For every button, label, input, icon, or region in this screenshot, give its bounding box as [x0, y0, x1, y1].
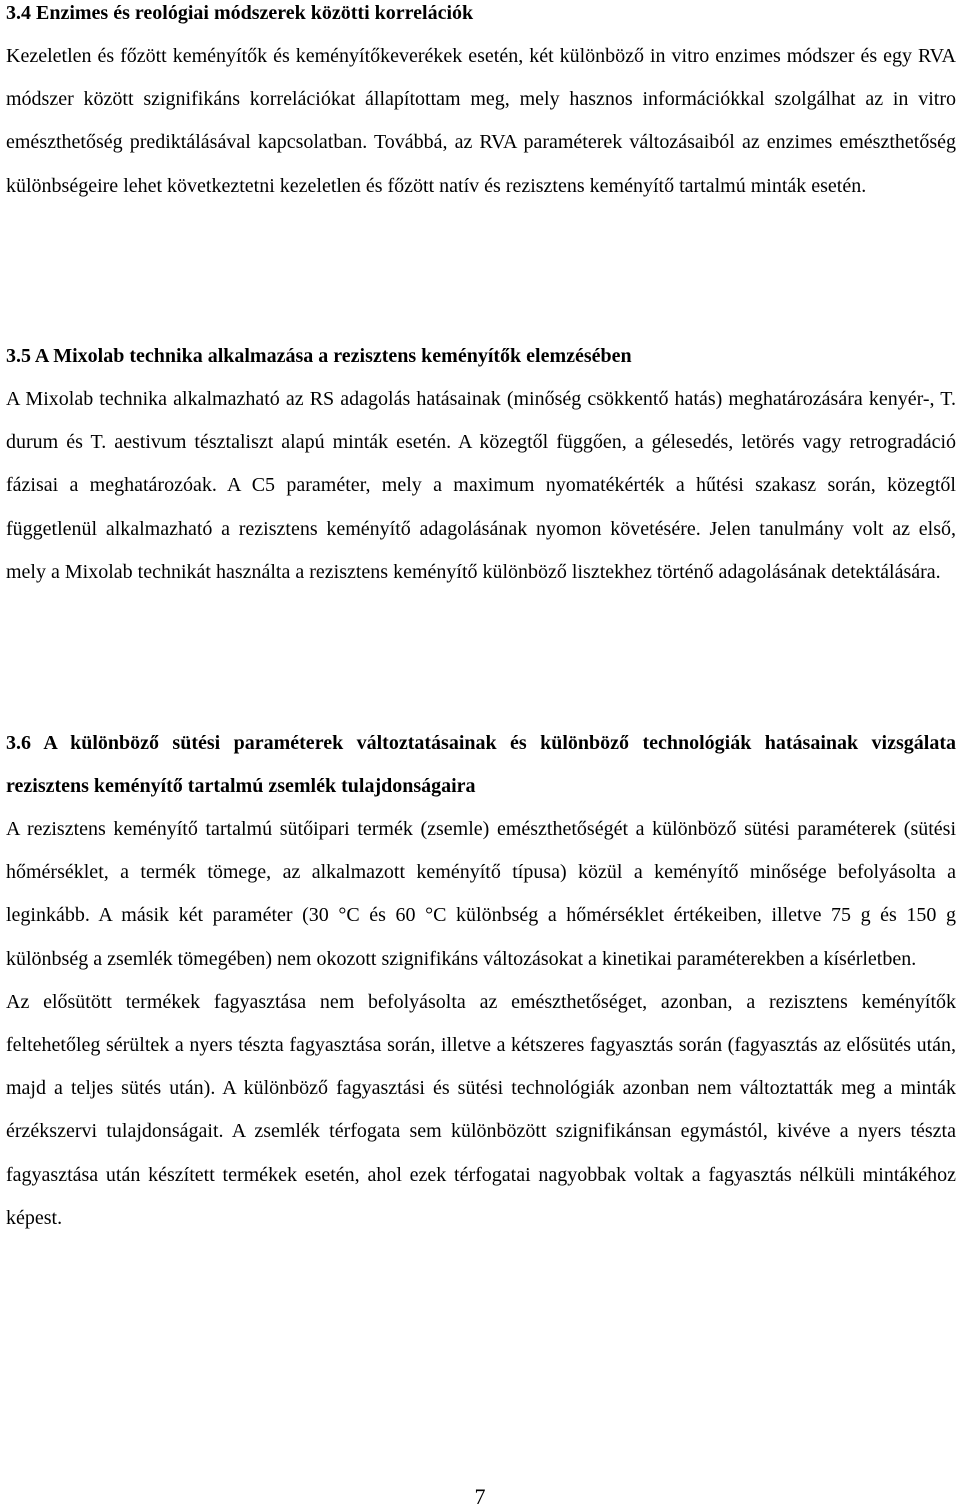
section-paragraph: Kezeletlen és főzött keményítők és keményítőkeverékek esetén, két különböző in vitro enzimes módszer és egy RVA módszer között szignifikáns korrelációkat állapítottam meg, mely hasznos információkkal szolgálhat az in vitro emészthetőség prediktálásával kapcsolatban. Továbbá, az RVA paraméterek változásaiból az enzimes emészthetőség különbségeire lehet következtetni kezeletlen és főzött natív és rezisztens keményítő tartalmú minták esetén.	[6, 45, 956, 197]
section-3-4	[6, 0, 956, 208]
section-paragraph: Az elősütött termékek fagyasztása nem befolyásolta az emészthetőséget, azonban, a rezisztens keményítők feltehetőleg sérültek a nyers tészta fagyasztása során, illetve a kétszeres fagyasztás során (fagyasztás az elősütés után, majd a teljes sütés után). A különböző fagyasztási és sütési technológiák azonban nem változtatták meg a minták érzékszervi tulajdonságait. A zsemlék térfogata sem különbözött szignifikánsan egymástól, kivéve a nyers tészta fagyasztása után készített termékek esetén, ahol ezek térfogatai nagyobbak voltak a fagyasztás nélküli mintákéhoz képest.	[6, 990, 956, 1229]
section-heading: 3.5 A Mixolab technika alkalmazása a rezisztens keményítők elemzésében	[6, 345, 632, 367]
section-paragraph: A rezisztens keményítő tartalmú sütőipari termék (zsemle) emészthetőségét a különböző sütési paraméterek (sütési hőmérséklet, a termék tömege, az alkalmazott keményítő típusa) közül a keményítő minősége befolyásolta a leginkább. A másik két paraméter (30 °C és 60 °C különbség a hőmérséklet értékeiben, illetve 75 g és 150 g különbség a zsemlék tömegében) nem okozott szignifikáns változásokat a kinetikai paraméterekben a kísérletben.	[6, 818, 956, 970]
section-heading: 3.6 A különböző sütési paraméterek változtatásainak és különböző technológiák hatásainak vizsgálata rezisztens keményítő tartalmú zsemlék tulajdonságaira	[6, 732, 956, 797]
page-number: 7	[474, 1484, 486, 1509]
section-paragraph: A Mixolab technika alkalmazható az RS adagolás hatásainak (minőség csökkentő hatás) meghatározására kenyér-, T. durum és T. aestivum tésztaliszt alapú minták esetén. A közegtől függően, a gélesedés, letörés vagy retrogradáció fázisai a meghatározóak. A C5 paraméter, mely a maximum nyomatékérték a hűtési szakasz során, közegtől függetlenül alkalmazható a rezisztens keményítő adagolásának nyomon követésére. Jelen tanulmány volt az első, mely a Mixolab technikát használta a rezisztens keményítő különböző lisztekhez történő adagolásának detektálására.	[6, 388, 956, 583]
section-3-5	[6, 335, 956, 594]
section-heading: 3.4 Enzimes és reológiai módszerek közötti korrelációk	[6, 2, 474, 24]
section-3-6	[6, 722, 956, 1240]
